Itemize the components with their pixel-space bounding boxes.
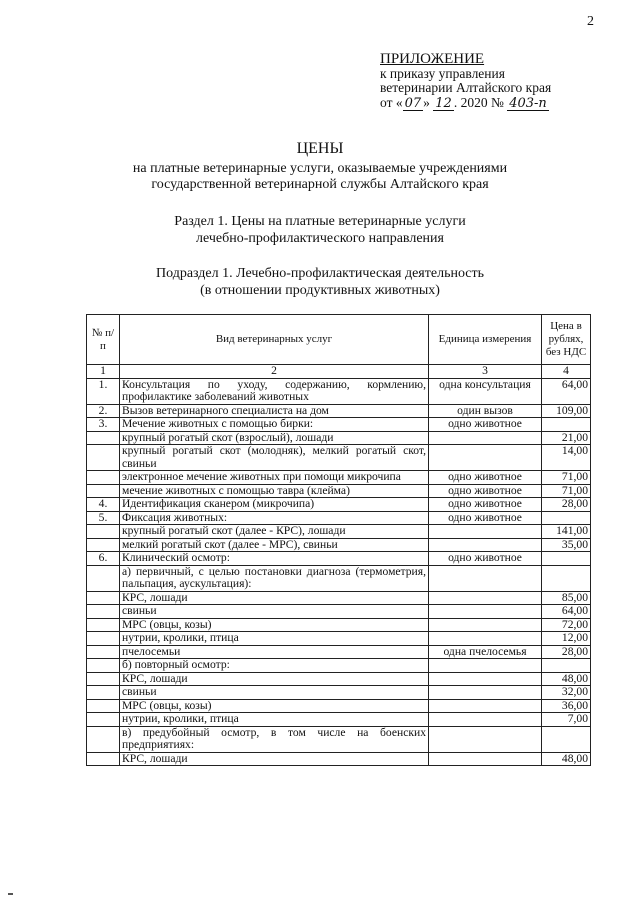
service-cell: мечение животных с помощью тавра (клейма) [120, 484, 429, 498]
scan-mark [8, 893, 13, 895]
table-row [87, 699, 591, 713]
table-row [87, 378, 591, 404]
subsection-line-1: Подраздел 1. Лечебно-профилактическая деятельность [155, 266, 485, 281]
row-number-cell [87, 538, 120, 552]
table-row [87, 484, 591, 498]
year-text: . 2020 № [453, 94, 504, 110]
unit-cell: одно животное [429, 552, 542, 566]
unit-cell [429, 686, 542, 700]
table-row [87, 659, 591, 673]
row-number-cell [87, 645, 120, 659]
price-cell: 48,00 [542, 752, 591, 766]
unit-cell [429, 632, 542, 646]
row-number-cell: 5. [87, 511, 120, 525]
service-cell: электронное мечение животных при помощи микрочипа [120, 471, 429, 485]
table-row [87, 686, 591, 700]
table-row [87, 498, 591, 512]
unit-cell: одно животное [429, 418, 542, 432]
subtitle-line-1: на платные ветеринарные услуги, оказываемые учреждениями [132, 161, 508, 176]
page-number: 2 [587, 14, 594, 29]
row-number-cell [87, 525, 120, 539]
service-cell: КРС, лошади [120, 591, 429, 605]
price-cell: 35,00 [542, 538, 591, 552]
price-cell: 71,00 [542, 484, 591, 498]
service-cell: Мечение животных с помощью бирки: [120, 418, 429, 432]
service-cell: нутрии, кролики, птица [120, 632, 429, 646]
price-cell [542, 552, 591, 566]
unit-cell: одно животное [429, 511, 542, 525]
unit-cell: одно животное [429, 484, 542, 498]
table-row [87, 726, 591, 752]
index-cell: 1 [87, 365, 120, 379]
price-cell [542, 565, 591, 591]
price-cell: 71,00 [542, 471, 591, 485]
row-number-cell [87, 605, 120, 619]
unit-cell [429, 565, 542, 591]
row-number-cell [87, 565, 120, 591]
row-number-cell [87, 632, 120, 646]
table-row [87, 672, 591, 686]
price-cell: 64,00 [542, 378, 591, 404]
handwritten-month: 12 [435, 95, 452, 111]
service-cell: МРС (овцы, козы) [120, 618, 429, 632]
price-cell: 72,00 [542, 618, 591, 632]
row-number-cell: 6. [87, 552, 120, 566]
table-row [87, 525, 591, 539]
unit-cell: одна пчелосемья [429, 645, 542, 659]
price-cell: 28,00 [542, 645, 591, 659]
row-number-cell: 2. [87, 404, 120, 418]
price-cell: 7,00 [542, 713, 591, 727]
appendix-line-2: ветеринарии Алтайского края [380, 80, 552, 95]
unit-cell [429, 726, 542, 752]
service-cell: крупный рогатый скот (далее - КРС), лошади [120, 525, 429, 539]
table-row [87, 538, 591, 552]
date-prefix: от « [380, 94, 403, 110]
price-cell: 32,00 [542, 686, 591, 700]
service-cell: Консультация по уходу, содержанию, кормлению, профилактике заболеваний животных [120, 378, 429, 404]
table-row [87, 565, 591, 591]
price-cell: 36,00 [542, 699, 591, 713]
price-cell: 14,00 [542, 445, 591, 471]
row-number-cell [87, 686, 120, 700]
service-cell: крупный рогатый скот (молодняк), мелкий рогатый скот, свиньи [120, 445, 429, 471]
service-cell: КРС, лошади [120, 752, 429, 766]
service-cell: свиньи [120, 605, 429, 619]
section-line-1: Раздел 1. Цены на платные ветеринарные услуги [174, 214, 466, 229]
unit-cell: одно животное [429, 471, 542, 485]
unit-cell [429, 752, 542, 766]
table-row [87, 618, 591, 632]
appendix-line-1: к приказу управления [380, 65, 505, 81]
service-cell: МРС (овцы, козы) [120, 699, 429, 713]
appendix-heading: ПРИЛОЖЕНИЕ [380, 51, 485, 67]
subsection-line-2: (в отношении продуктивных животных) [200, 283, 440, 298]
handwritten-order-number: 403-п [509, 95, 547, 111]
service-cell: свиньи [120, 686, 429, 700]
service-cell: КРС, лошади [120, 672, 429, 686]
unit-cell [429, 525, 542, 539]
section-heading [0, 213, 640, 247]
service-cell: Фиксация животных: [120, 511, 429, 525]
price-table [86, 314, 591, 766]
column-index-row [87, 365, 591, 379]
unit-cell: один вызов [429, 404, 542, 418]
table-row [87, 471, 591, 485]
row-number-cell [87, 445, 120, 471]
unit-cell [429, 618, 542, 632]
service-cell: Клинический осмотр: [120, 552, 429, 566]
row-number-cell: 3. [87, 418, 120, 432]
service-cell: а) первичный, с целью постановки диагноза (термометрия, пальпация, аускультация): [120, 565, 429, 591]
row-number-cell [87, 659, 120, 673]
table-row [87, 713, 591, 727]
unit-cell [429, 431, 542, 445]
date-mid: » [423, 94, 430, 110]
service-cell: б) повторный осмотр: [120, 659, 429, 673]
header-service: Вид ветеринарных услуг [120, 315, 429, 365]
service-cell: пчелосемьи [120, 645, 429, 659]
service-cell: крупный рогатый скот (взрослый), лошади [120, 431, 429, 445]
price-cell: 64,00 [542, 605, 591, 619]
section-line-2: лечебно-профилактического направления [196, 231, 444, 246]
row-number-cell [87, 484, 120, 498]
table-row [87, 404, 591, 418]
index-cell: 3 [429, 365, 542, 379]
row-number-cell [87, 752, 120, 766]
row-number-cell [87, 726, 120, 752]
row-number-cell [87, 672, 120, 686]
unit-cell [429, 713, 542, 727]
table-header-row [87, 315, 591, 365]
table-row [87, 511, 591, 525]
index-cell: 4 [542, 365, 591, 379]
unit-cell [429, 672, 542, 686]
index-cell: 2 [120, 365, 429, 379]
table-row [87, 591, 591, 605]
row-number-cell [87, 713, 120, 727]
appendix-block [380, 52, 551, 111]
row-number-cell [87, 618, 120, 632]
unit-cell: одна консультация [429, 378, 542, 404]
price-cell: 141,00 [542, 525, 591, 539]
unit-cell [429, 659, 542, 673]
service-cell: Идентификация сканером (микрочипа) [120, 498, 429, 512]
service-cell: в) предубойный осмотр, в том числе на боенских предприятиях: [120, 726, 429, 752]
table-row [87, 552, 591, 566]
subsection-heading [0, 265, 640, 299]
price-cell: 85,00 [542, 591, 591, 605]
unit-cell [429, 591, 542, 605]
unit-cell [429, 699, 542, 713]
table-row [87, 445, 591, 471]
header-num: № п/п [87, 315, 120, 365]
header-unit: Единица измерения [429, 315, 542, 365]
table-row [87, 752, 591, 766]
unit-cell [429, 538, 542, 552]
handwritten-day: 07 [404, 95, 422, 111]
service-cell: мелкий рогатый скот (далее - МРС), свиньи [120, 538, 429, 552]
row-number-cell [87, 431, 120, 445]
table-row [87, 632, 591, 646]
price-cell: 28,00 [542, 498, 591, 512]
order-date-line [380, 96, 551, 111]
header-price: Цена в рублях, без НДС [542, 315, 591, 365]
row-number-cell [87, 591, 120, 605]
price-cell: 48,00 [542, 672, 591, 686]
price-cell: 109,00 [542, 404, 591, 418]
row-number-cell: 4. [87, 498, 120, 512]
service-cell: Вызов ветеринарного специалиста на дом [120, 404, 429, 418]
table-row [87, 431, 591, 445]
price-cell [542, 511, 591, 525]
document-title: ЦЕНЫ [296, 140, 344, 157]
unit-cell [429, 605, 542, 619]
row-number-cell: 1. [87, 378, 120, 404]
subtitle-line-2: государственной ветеринарной службы Алтайского края [151, 177, 489, 192]
table-row [87, 418, 591, 432]
row-number-cell [87, 471, 120, 485]
document-subtitle [0, 161, 640, 193]
price-cell: 21,00 [542, 431, 591, 445]
service-cell: нутрии, кролики, птица [120, 713, 429, 727]
price-cell [542, 726, 591, 752]
price-cell [542, 418, 591, 432]
row-number-cell [87, 699, 120, 713]
price-cell [542, 659, 591, 673]
unit-cell [429, 445, 542, 471]
unit-cell: одно животное [429, 498, 542, 512]
price-cell: 12,00 [542, 632, 591, 646]
table-row [87, 645, 591, 659]
table-row [87, 605, 591, 619]
